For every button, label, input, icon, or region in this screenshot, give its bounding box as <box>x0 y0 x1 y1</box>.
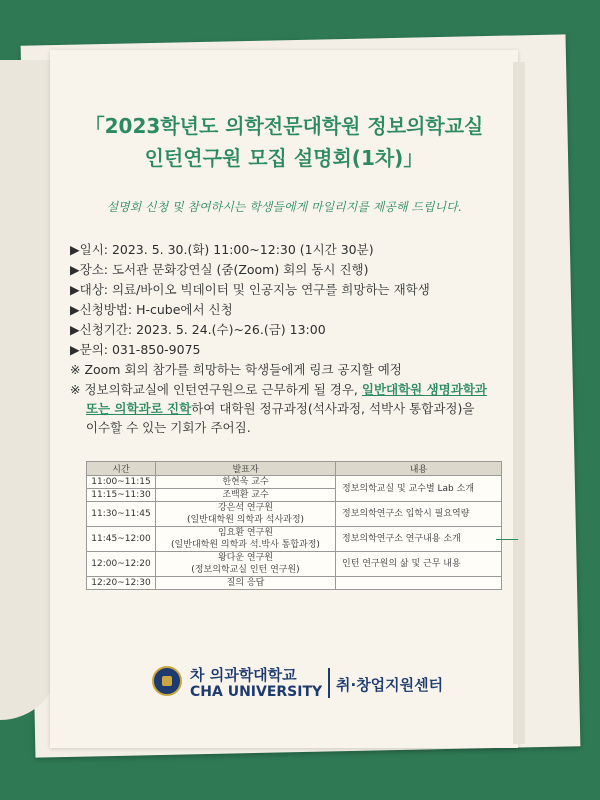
info-target: ▶대상: 의료/바이오 빅데이터 및 인공지능 연구를 희망하는 재학생 <box>70 282 430 297</box>
table-row <box>87 476 502 489</box>
row-content: 인턴 연구원의 삶 및 근무 내용 <box>336 552 502 577</box>
header-content: 내용 <box>336 462 502 476</box>
table-row <box>87 502 502 527</box>
row-time: 12:00~12:20 <box>87 552 156 577</box>
university-emblem-icon <box>152 666 182 696</box>
row-presenter <box>156 502 336 527</box>
mileage-notice: 설명회 신청 및 참여하시는 학생들에게 마일리지를 제공해 드립니다. <box>106 200 462 214</box>
info-graduate-note <box>70 380 510 437</box>
table-row <box>87 552 502 577</box>
logo-separator <box>328 668 330 698</box>
info-apply-period: ▶신청기간: 2023. 5. 24.(수)~26.(금) 13:00 <box>70 322 326 337</box>
presenter-name: 강은석 연구원 <box>217 503 274 513</box>
row-presenter <box>156 552 336 577</box>
row-content <box>336 577 502 590</box>
row-time: 11:15~11:30 <box>87 489 156 502</box>
row-time: 11:00~11:15 <box>87 476 156 489</box>
schedule-header-row <box>87 462 502 476</box>
info-apply-method: ▶신청방법: H-cube에서 신청 <box>70 302 233 317</box>
presenter-affiliation: (일반대학원 의학과 석.박사 통합과정) <box>171 540 320 550</box>
note-highlight-2: 또는 의학과로 진학 <box>85 401 192 416</box>
info-zoom-note: ※ Zoom 회의 참가를 희망하는 학생들에게 링크 공지할 예정 <box>70 362 402 377</box>
info-location: ▶장소: 도서관 문화강연실 (줌(Zoom) 회의 동시 진행) <box>70 262 369 277</box>
row-time: 12:20~12:30 <box>87 577 156 590</box>
note-suffix: 이수할 수 있는 기회가 주어짐. <box>85 420 251 435</box>
presenter-name: 임요환 연구원 <box>217 528 274 538</box>
row-presenter: 한현욱 교수 <box>156 476 336 489</box>
decorative-divider <box>496 539 518 540</box>
row-time: 11:45~12:00 <box>87 527 156 552</box>
university-name-english: CHA UNIVERSITY <box>190 684 323 700</box>
row-time: 11:30~11:45 <box>87 502 156 527</box>
footer-logo <box>152 660 472 704</box>
event-info <box>70 240 510 437</box>
presenter-affiliation: (일반대학원 의학과 석사과정) <box>186 515 305 525</box>
note-highlight-1: 일반대학원 생명과학과 <box>361 382 487 397</box>
row-content: 정보의학교실 및 교수별 Lab 소개 <box>336 476 502 502</box>
note-prefix: ※ 정보의학교실에 인턴연구원으로 근무하게 될 경우, <box>70 382 358 397</box>
presenter-name: 왕다운 연구원 <box>217 553 274 563</box>
university-name-korean: 차 의과학대학교 <box>190 666 297 684</box>
title-line-2: 인턴연구원 모집 설명회(1차)」 <box>144 146 424 170</box>
title-line-1: 「2023학년도 의학전문대학원 정보의학교실 <box>84 114 484 138</box>
row-presenter <box>156 527 336 552</box>
row-content: 정보의학연구소 입학시 필요역량 <box>336 502 502 527</box>
info-date: ▶일시: 2023. 5. 30.(화) 11:00~12:30 (1시간 30분) <box>70 242 374 257</box>
row-presenter: 조백환 교수 <box>156 489 336 502</box>
header-time: 시간 <box>87 462 156 476</box>
poster-title <box>50 110 518 174</box>
table-row <box>87 527 502 552</box>
row-presenter: 질의 응답 <box>156 577 336 590</box>
table-row <box>87 577 502 590</box>
career-center-name: 취·창업지원센터 <box>336 676 444 694</box>
presenter-affiliation: (정보의학교실 인턴 연구원) <box>191 565 300 575</box>
row-content: 정보의학연구소 연구내용 소개 <box>336 527 502 552</box>
info-contact: ▶문의: 031-850-9075 <box>70 342 201 357</box>
header-presenter: 발표자 <box>156 462 336 476</box>
note-mid: 하여 대학원 정규과정(석사과정, 석박사 통합과정)을 <box>191 401 475 416</box>
schedule-table <box>86 461 502 590</box>
